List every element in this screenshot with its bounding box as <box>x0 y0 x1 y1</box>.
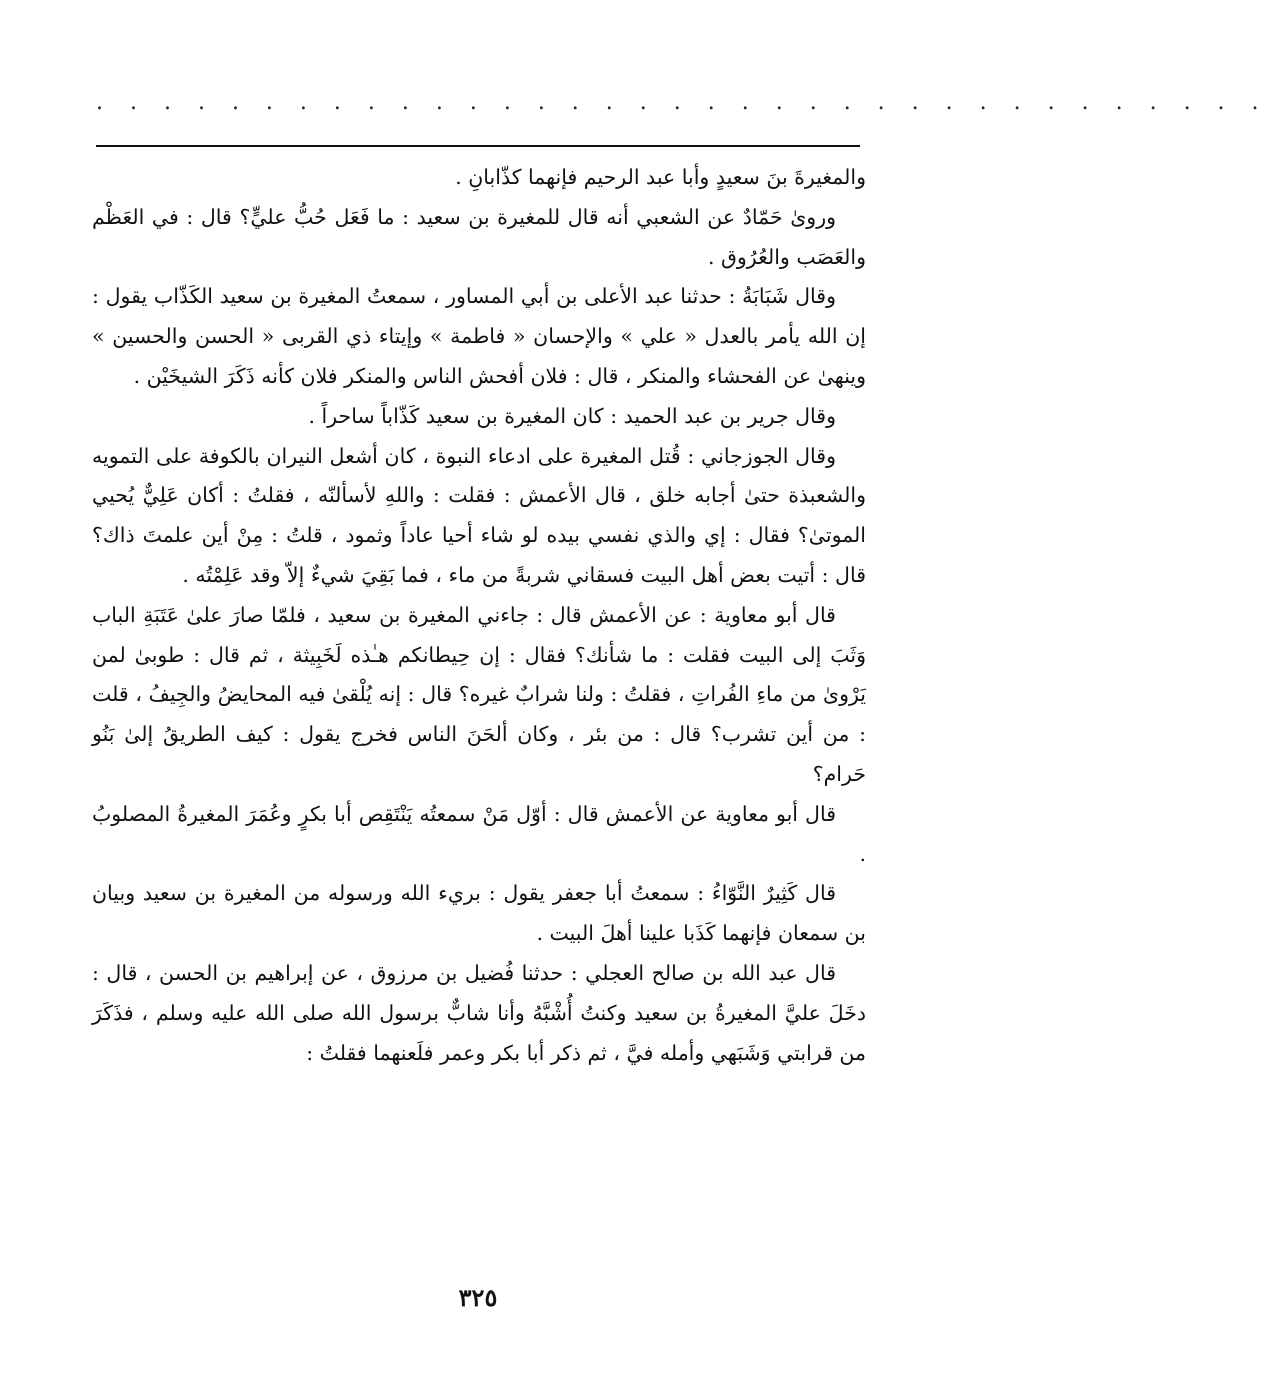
paragraph-7: قال أبو معاوية عن الأعمش قال : أوّل مَنْ سمعتُه يَنْتَقِص أبا بكرٍ وعُمَرَ المغيرةُ المصلوبُ . <box>92 801 866 866</box>
paragraph-4: وقال جرير بن عبد الحميد : كان المغيرة بن سعيد كَذّاباً ساحراً . <box>308 403 836 428</box>
paragraph-6: قال أبو معاوية : عن الأعمش قال : جاءني المغيرة بن سعيد ، فلمّا صارَ علىٰ عَتَبَةِ الباب وَثَبَ إلى البيت فقلت : ما شأنك؟ فقال : إن حِيطانكم هـٰذه لَخَبِيثة ، ثم قال : طوبىٰ لمن يَرْوىٰ من ماءِ الفُراتِ ، فقلتُ : ولنا شرابٌ غيره؟ قال : إنه يُلْقىٰ فيه المحايضُ والجِيفُ ، قلت : من أين تشرب؟ قال : من بئر ، وكان ألحَنَ الناس فخرج يقول : كيف الطريقُ إلىٰ بَنُو حَرام؟ <box>92 602 866 786</box>
paragraph-8: قال كَثِيرٌ النَّوّاءُ : سمعتُ أبا جعفر يقول : بريء الله ورسوله من المغيرة بن سعيد وبيان بن سمعان فإنهما كَذَبا علينا أهلَ البيت . <box>92 881 866 946</box>
separator-dots: . . . . . . . . . . . . . . . . . . . . . . . . . . . . . . . . . . . <box>96 90 1269 115</box>
paragraph-5: وقال الجوزجاني : قُتل المغيرة على ادعاء النبوة ، كان أشعل النيران بالكوفة على التمويه والشعبذة حتىٰ أجابه خلق ، قال الأعمش : فقلت : واللهِ لأسألنّه ، فقلتُ : أكان عَلِيٌّ يُحيي الموتىٰ؟ فقال : إي والذي نفسي بيده لو شاء أحيا عاداً وثمود ، قلتُ : مِنْ أين علمتَ ذاك؟ قال : أتيت بعض أهل البيت فسقاني شربةً من ماء ، فما بَقِيَ شيءٌ إلاّ وقد عَلِمْتُه . <box>92 443 866 587</box>
paragraph-3: وقال شَبَابَةُ : حدثنا عبد الأعلى بن أبي المساور ، سمعتُ المغيرة بن سعيد الكَذّاب يقول : إن الله يأمر بالعدل « علي » والإحسان « فاطمة » وإيتاء ذي القربى « الحسن والحسين » وينهىٰ عن الفحشاء والمنكر ، قال : فلان أفحش الناس والمنكر فلان كأنه ذَكَرَ الشيخَيْن . <box>92 284 866 388</box>
paragraph-2: وروىٰ حَمّادٌ عن الشعبي أنه قال للمغيرة بن سعيد : ما فَعَل حُبُّ عليٍّ؟ قال : في العَظْم والعَصَب والعُرُوق . <box>92 204 866 269</box>
separator-rule <box>96 145 860 147</box>
paragraph-1: والمغيرةَ بنَ سعيدٍ وأبا عبد الرحيم فإنهما كذّابانِ . <box>455 165 866 189</box>
page-body <box>92 158 866 1073</box>
page-number: ٣٢٥ <box>458 1283 498 1312</box>
paragraph-9: قال عبد الله بن صالح العجلي : حدثنا فُضيل بن مرزوق ، عن إبراهيم بن الحسن ، قال : دخَلَ عليَّ المغيرةُ بن سعيد وكنتُ أُشْبَّهُ وأنا شابٌّ برسول الله صلى الله عليه وسلم ، فذَكَرَ من قرابتي وَشَبَهي وأمله فيَّ ، ثم ذكر أبا بكر وعمر فلَعنهما فقلتُ : <box>92 960 866 1065</box>
